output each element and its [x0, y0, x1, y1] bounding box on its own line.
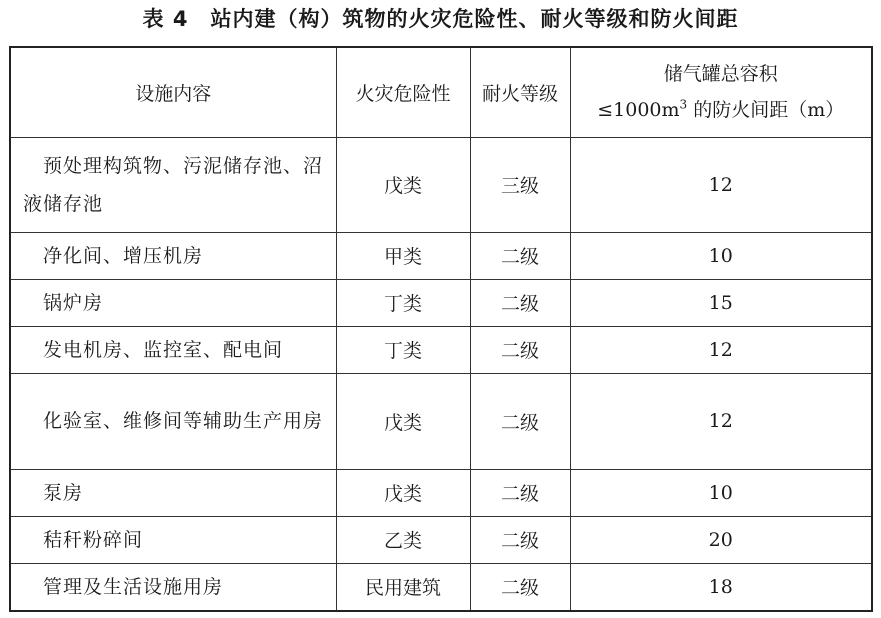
header-fire-hazard: 火灾危险性 — [336, 47, 470, 137]
table-row — [10, 326, 872, 373]
cell-distance: 10 — [570, 469, 872, 516]
table-caption — [0, 4, 881, 34]
cell-fire-hazard: 丁类 — [336, 326, 470, 373]
header-facility: 设施内容 — [10, 47, 336, 137]
header-distance — [570, 47, 872, 137]
cell-facility: 净化间、增压机房 — [10, 232, 336, 279]
cell-facility: 泵房 — [10, 469, 336, 516]
cell-fire-rating: 二级 — [470, 373, 570, 469]
cell-facility: 管理及生活设施用房 — [10, 563, 336, 611]
cell-distance: 10 — [570, 232, 872, 279]
header-row — [10, 47, 872, 137]
cell-facility: 化验室、维修间等辅助生产用房 — [10, 373, 336, 469]
cell-facility: 预处理构筑物、污泥储存池、沼液储存池 — [10, 137, 336, 232]
cell-distance: 12 — [570, 326, 872, 373]
cell-facility: 锅炉房 — [10, 279, 336, 326]
cell-distance: 20 — [570, 516, 872, 563]
cell-fire-rating: 二级 — [470, 469, 570, 516]
cell-distance: 12 — [570, 137, 872, 232]
table-row — [10, 373, 872, 469]
cell-fire-hazard: 乙类 — [336, 516, 470, 563]
cell-fire-hazard: 戊类 — [336, 469, 470, 516]
cell-fire-hazard: 民用建筑 — [336, 563, 470, 611]
table-row — [10, 137, 872, 232]
cell-fire-hazard: 戊类 — [336, 137, 470, 232]
fire-distance-table — [9, 46, 873, 612]
cell-fire-hazard: 丁类 — [336, 279, 470, 326]
cell-distance: 15 — [570, 279, 872, 326]
header-fire-rating: 耐火等级 — [470, 47, 570, 137]
table-number: 表 4 — [142, 7, 189, 31]
cell-fire-rating: 二级 — [470, 279, 570, 326]
cell-fire-rating: 二级 — [470, 232, 570, 279]
table-row — [10, 232, 872, 279]
table-title: 站内建（构）筑物的火灾危险性、耐火等级和防火间距 — [210, 7, 739, 31]
cell-fire-hazard: 甲类 — [336, 232, 470, 279]
header-distance-line2: $\le 1000m^3$ 的防火间距（m） — [597, 97, 845, 122]
cell-fire-hazard: 戊类 — [336, 373, 470, 469]
cell-fire-rating: 二级 — [470, 563, 570, 611]
cell-fire-rating: 二级 — [470, 516, 570, 563]
cell-facility: 发电机房、监控室、配电间 — [10, 326, 336, 373]
table-row — [10, 279, 872, 326]
cell-facility: 秸秆粉碎间 — [10, 516, 336, 563]
table-row — [10, 469, 872, 516]
cell-distance: 18 — [570, 563, 872, 611]
table-row — [10, 516, 872, 563]
cell-fire-rating: 二级 — [470, 326, 570, 373]
cell-fire-rating: 三级 — [470, 137, 570, 232]
cell-distance: 12 — [570, 373, 872, 469]
header-distance-line1: 储气罐总容积 — [663, 63, 778, 86]
table-row — [10, 563, 872, 611]
